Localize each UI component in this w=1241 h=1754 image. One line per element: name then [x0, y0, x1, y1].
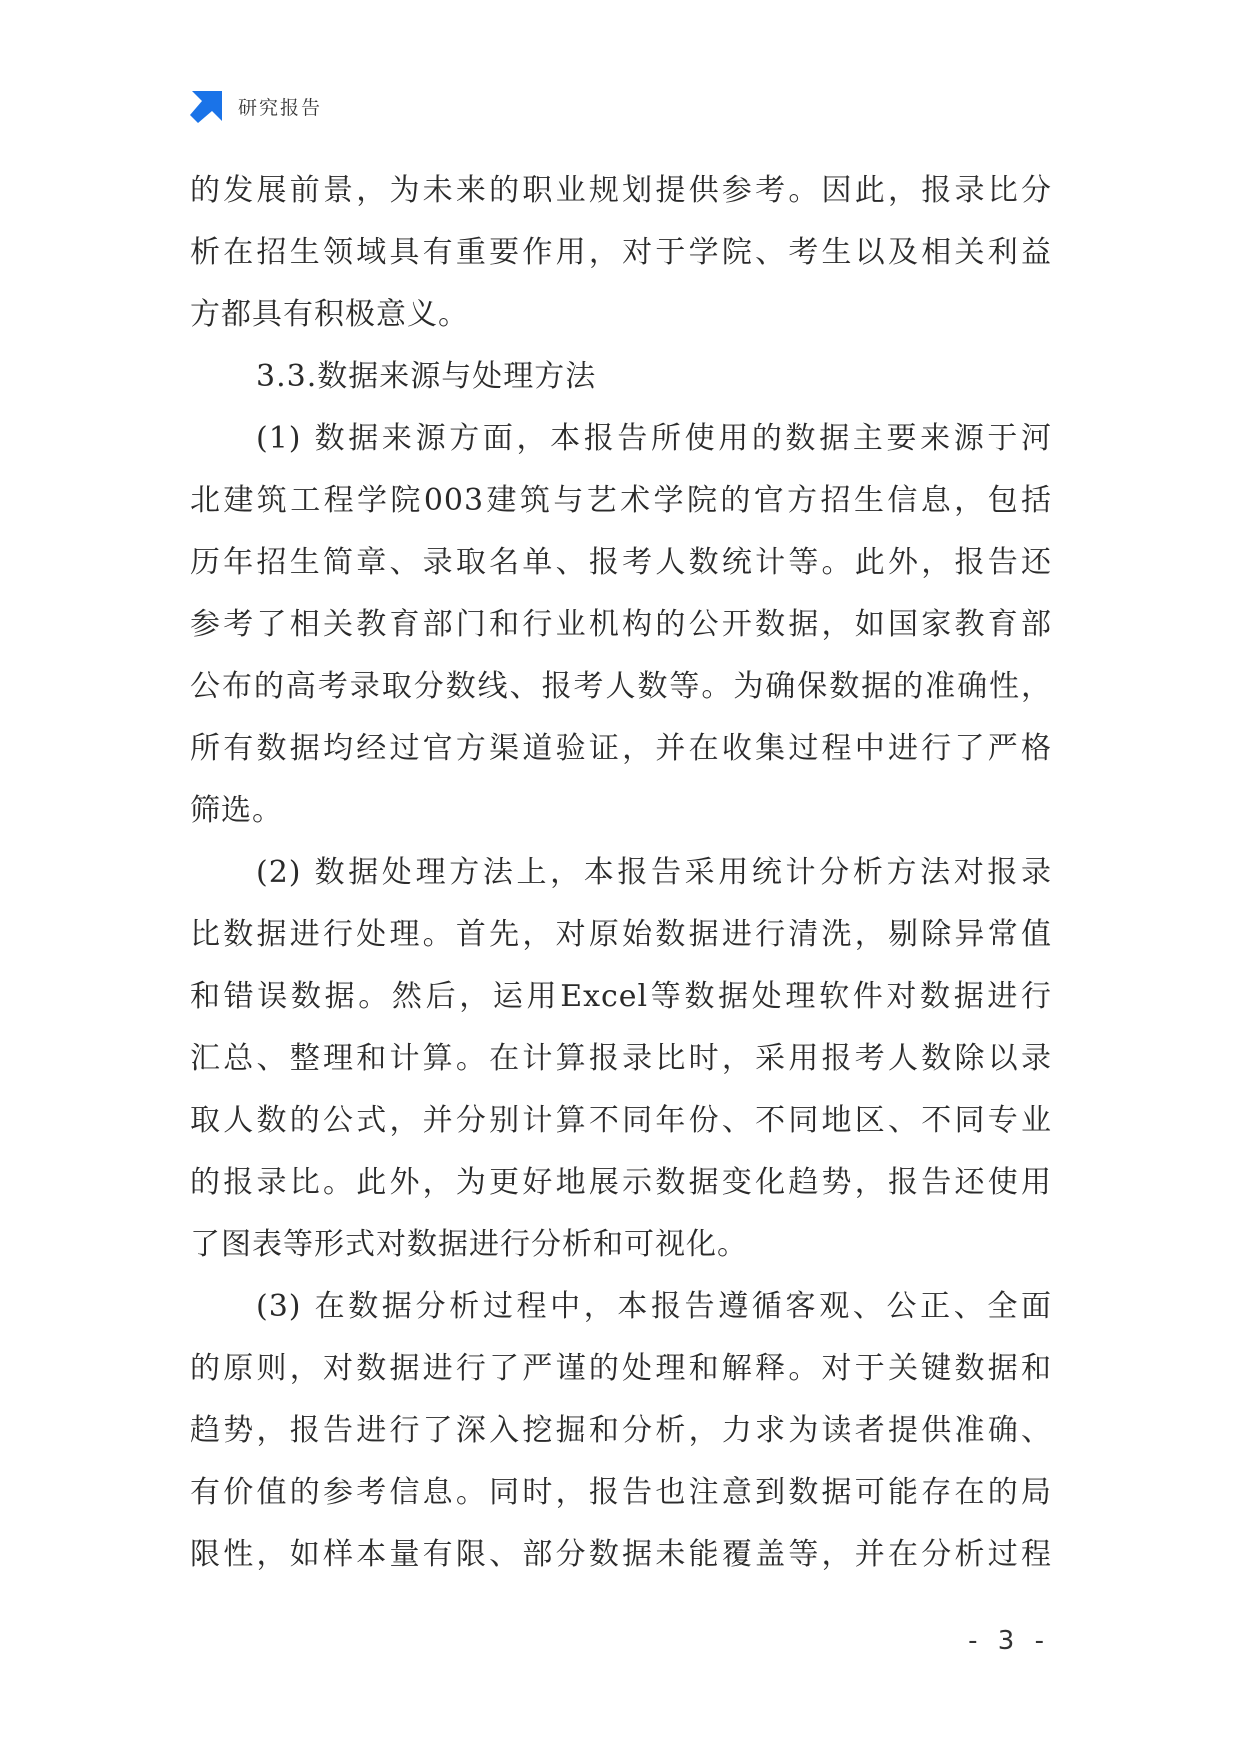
paragraph — [190, 408, 1052, 842]
text-line: 和错误数据。然后，运用Excel等数据处理软件对数据进行 — [190, 979, 1052, 1014]
text-line: 的报录比。此外，为更好地展示数据变化趋势，报告还使用 — [190, 1165, 1052, 1200]
text-line: 有价值的参考信息。同时，报告也注意到数据可能存在的局 — [190, 1475, 1052, 1510]
text-line: 的发展前景，为未来的职业规划提供参考。因此，报录比分 — [190, 173, 1052, 208]
section-heading — [190, 346, 1052, 408]
text-line: 方都具有积极意义。 — [190, 297, 469, 332]
page-number: - 3 - — [968, 1626, 1050, 1656]
text-line: 限性，如样本量有限、部分数据未能覆盖等，并在分析过程 — [190, 1537, 1052, 1572]
text-line: 所有数据均经过官方渠道验证，并在收集过程中进行了严格 — [190, 731, 1052, 766]
paragraph — [190, 842, 1052, 1276]
text-line: 公布的高考录取分数线、报考人数等。为确保数据的准确性， — [190, 669, 1052, 704]
text-line: 的原则，对数据进行了严谨的处理和解释。对于关键数据和 — [190, 1351, 1052, 1386]
paragraph — [190, 1276, 1052, 1586]
arrow-up-right-icon — [190, 89, 224, 123]
text-line: (1) 数据来源方面，本报告所使用的数据主要来源于河 — [256, 421, 1052, 456]
text-line: 取人数的公式，并分别计算不同年份、不同地区、不同专业 — [190, 1103, 1052, 1138]
text-line: 筛选。 — [190, 793, 283, 828]
paragraph — [190, 160, 1052, 346]
page-header — [190, 88, 322, 124]
text-line: 比数据进行处理。首先，对原始数据进行清洗，剔除异常值 — [190, 917, 1052, 952]
text-line: (2) 数据处理方法上，本报告采用统计分析方法对报录 — [256, 855, 1052, 890]
document-body — [190, 160, 1052, 1586]
header-title: 研究报告 — [238, 96, 323, 119]
text-line: 历年招生简章、录取名单、报考人数统计等。此外，报告还 — [190, 545, 1052, 580]
text-line: 北建筑工程学院003建筑与艺术学院的官方招生信息，包括 — [190, 483, 1052, 518]
text-line: 析在招生领域具有重要作用，对于学院、考生以及相关利益 — [190, 235, 1052, 270]
text-line: 汇总、整理和计算。在计算报录比时，采用报考人数除以录 — [190, 1041, 1052, 1076]
text-line: 3.3.数据来源与处理方法 — [256, 359, 597, 394]
text-line: 趋势，报告进行了深入挖掘和分析，力求为读者提供准确、 — [190, 1413, 1052, 1448]
text-line: 了图表等形式对数据进行分析和可视化。 — [190, 1227, 748, 1262]
text-line: 参考了相关教育部门和行业机构的公开数据，如国家教育部 — [190, 607, 1052, 642]
text-line: (3) 在数据分析过程中，本报告遵循客观、公正、全面 — [256, 1289, 1052, 1324]
